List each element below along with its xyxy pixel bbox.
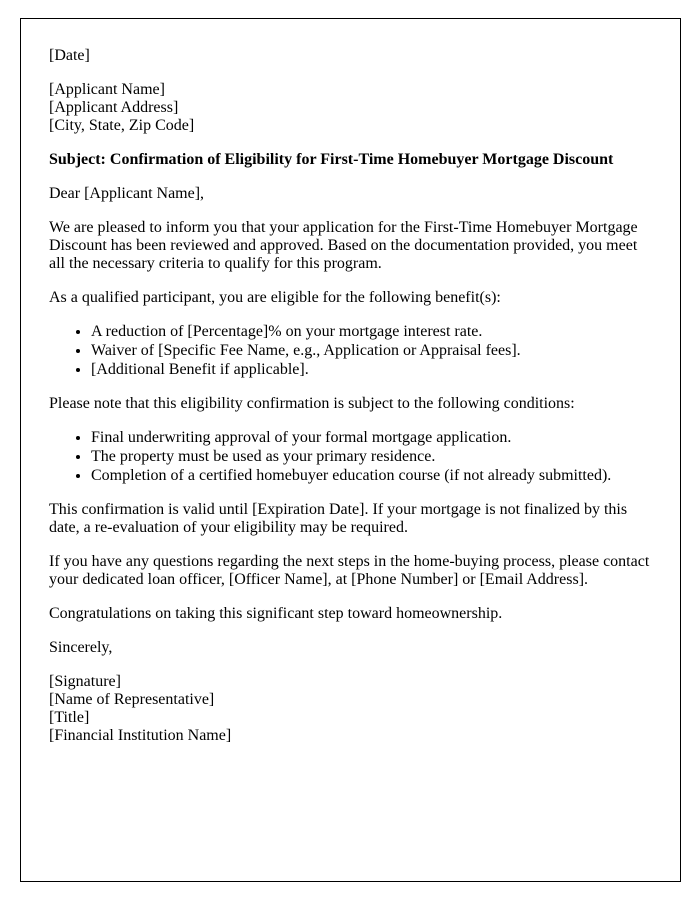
condition-item: • Completion of a certified homebuyer education course (if not already submitted). xyxy=(91,467,652,485)
benefit-item: • [Additional Benefit if applicable]. xyxy=(91,361,652,379)
representative-title: [Title] xyxy=(49,709,90,726)
letter-container xyxy=(20,18,681,882)
closing: Sincerely, xyxy=(49,639,113,656)
conditions-intro-paragraph: Please note that this eligibility confirmation is subject to the following conditions: xyxy=(49,395,575,412)
congratulations-paragraph: Congratulations on taking this significant step toward homeownership. xyxy=(49,605,503,622)
benefits-intro-paragraph: As a qualified participant, you are eligible for the following benefit(s): xyxy=(49,289,501,306)
recipient-block xyxy=(49,81,652,135)
benefit-item: • Waiver of [Specific Fee Name, e.g., Application or Appraisal fees]. xyxy=(91,342,652,360)
signature-block xyxy=(49,673,652,745)
salutation: Dear [Applicant Name], xyxy=(49,185,205,202)
recipient-city-state-zip: [City, State, Zip Code] xyxy=(49,117,195,134)
representative-name: [Name of Representative] xyxy=(49,691,215,708)
intro-paragraph: We are pleased to inform you that your application for the First-Time Homebuyer Mortgage Discount has been reviewed and approved. Based on the documentation provided, you meet all the necessary criteria to qualify for this program. xyxy=(49,219,638,272)
validity-paragraph: This confirmation is valid until [Expiration Date]. If your mortgage is not finalized by this date, a re-evaluation of your eligibility may be required. xyxy=(49,501,628,536)
signature-placeholder: [Signature] xyxy=(49,673,121,690)
benefit-item: • A reduction of [Percentage]% on your mortgage interest rate. xyxy=(91,323,652,341)
date-line: [Date] xyxy=(49,47,90,64)
subject-line: Subject: Confirmation of Eligibility for First-Time Homebuyer Mortgage Discount xyxy=(49,151,614,168)
recipient-name: [Applicant Name] xyxy=(49,81,165,98)
condition-item: • The property must be used as your primary residence. xyxy=(91,448,652,466)
conditions-list xyxy=(49,429,652,485)
contact-paragraph: If you have any questions regarding the next steps in the home-buying process, please contact your dedicated loan officer, [Officer Name], at [Phone Number] or [Email Address]. xyxy=(49,553,650,588)
institution-name: [Financial Institution Name] xyxy=(49,727,232,744)
recipient-address: [Applicant Address] xyxy=(49,99,179,116)
benefits-list xyxy=(49,323,652,379)
condition-item: • Final underwriting approval of your formal mortgage application. xyxy=(91,429,652,447)
